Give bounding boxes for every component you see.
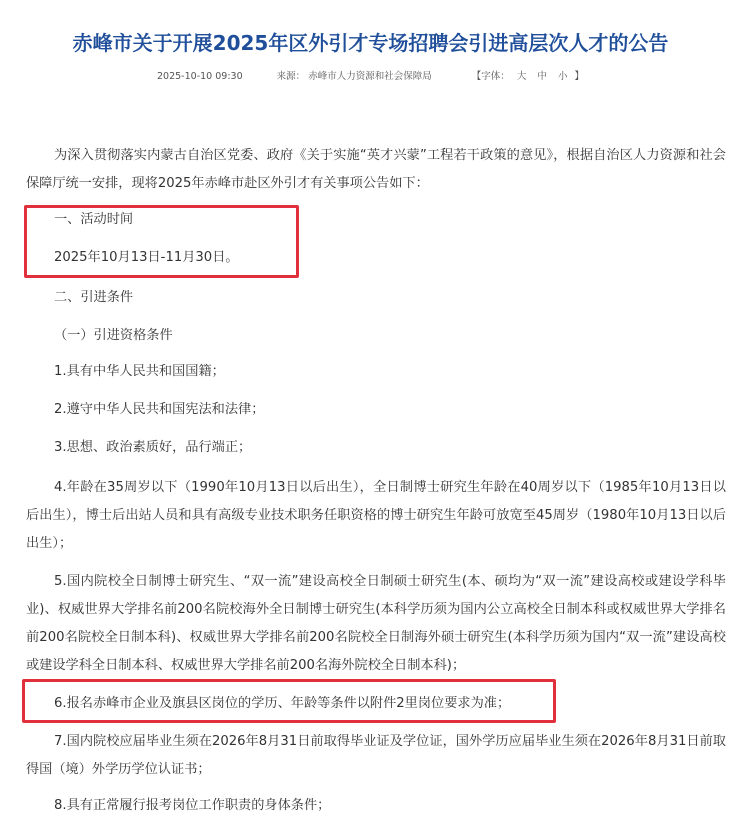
section-1-body: 2025年10月13日-11月30日。 xyxy=(54,250,239,265)
font-size-label: 【字体： xyxy=(471,71,510,82)
font-size-large-link[interactable]: 大 xyxy=(516,71,527,82)
highlight-condition-6 xyxy=(22,679,556,723)
font-size-close: 】 xyxy=(574,71,584,82)
article-title: 赤峰市关于开展2025年区外引才专场招聘会引进高层次人才的公告 xyxy=(72,31,669,55)
section-2-heading: 二、引进条件 xyxy=(54,290,134,305)
condition-1: 1.具有中华人民共和国国籍； xyxy=(54,364,225,379)
font-size-small-link[interactable]: 小 xyxy=(557,71,568,82)
source-name: 赤峰市人力资源和社会保障局 xyxy=(308,71,432,82)
condition-8: 8.具有正常履行报考岗位工作职责的身体条件； xyxy=(54,798,331,813)
condition-2: 2.遵守中华人民共和国宪法和法律； xyxy=(54,402,265,417)
condition-7: 7.国内院校应届毕业生须在2026年8月31日前取得毕业证及学位证，国外学历应届毕业生须在2026年8月31日前取得国（境）外学历学位认证书； xyxy=(26,734,726,777)
condition-3: 3.思想、政治素质好，品行端正； xyxy=(54,440,252,455)
source-label: 来源： xyxy=(276,71,306,82)
section-1-heading: 一、活动时间 xyxy=(54,212,134,227)
article-meta xyxy=(0,68,741,82)
condition-5: 5.国内院校全日制博士研究生、“双一流”建设高校全日制硕士研究生(本、硕均为“双一流”建设高校或建设学科毕业)、权威世界大学排名前200名院校海外全日制博士研究生(本科学历须为国内公立高校全日制本科或权威世界大学排名前200名院校全日制本科)、权威世界大学排名前200名院校全日制海外硕士研究生(本科学历须为国内“双一流”建设高校或建设学科全日制本科、权威世界大学排名前200名海外院校全日制本科)； xyxy=(26,574,726,673)
publish-datetime: 2025-10-10 09:30 xyxy=(157,71,243,82)
intro-paragraph: 为深入贯彻落实内蒙古自治区党委、政府《关于实施“英才兴蒙”工程若干政策的意见》，根据自治区人力资源和社会保障厅统一安排，现将2025年赤峰市赴区外引才有关事项公告如下： xyxy=(26,148,726,191)
condition-6: 6.报名赤峰市企业及旗县区岗位的学历、年龄等条件以附件2里岗位要求为准； xyxy=(54,696,511,711)
highlight-activity-time xyxy=(24,205,299,278)
condition-4: 4.年龄在35周岁以下（1990年10月13日以后出生），全日制博士研究生年龄在40周岁以下（1985年10月13日以后出生），博士后出站人员和具有高级专业技术职务任职资格的博士研究生年龄可放宽至45周岁（1980年10月13日以后出生）； xyxy=(26,480,726,551)
section-2-subheading: （一）引进资格条件 xyxy=(54,328,173,343)
font-size-medium-link[interactable]: 中 xyxy=(537,71,547,82)
